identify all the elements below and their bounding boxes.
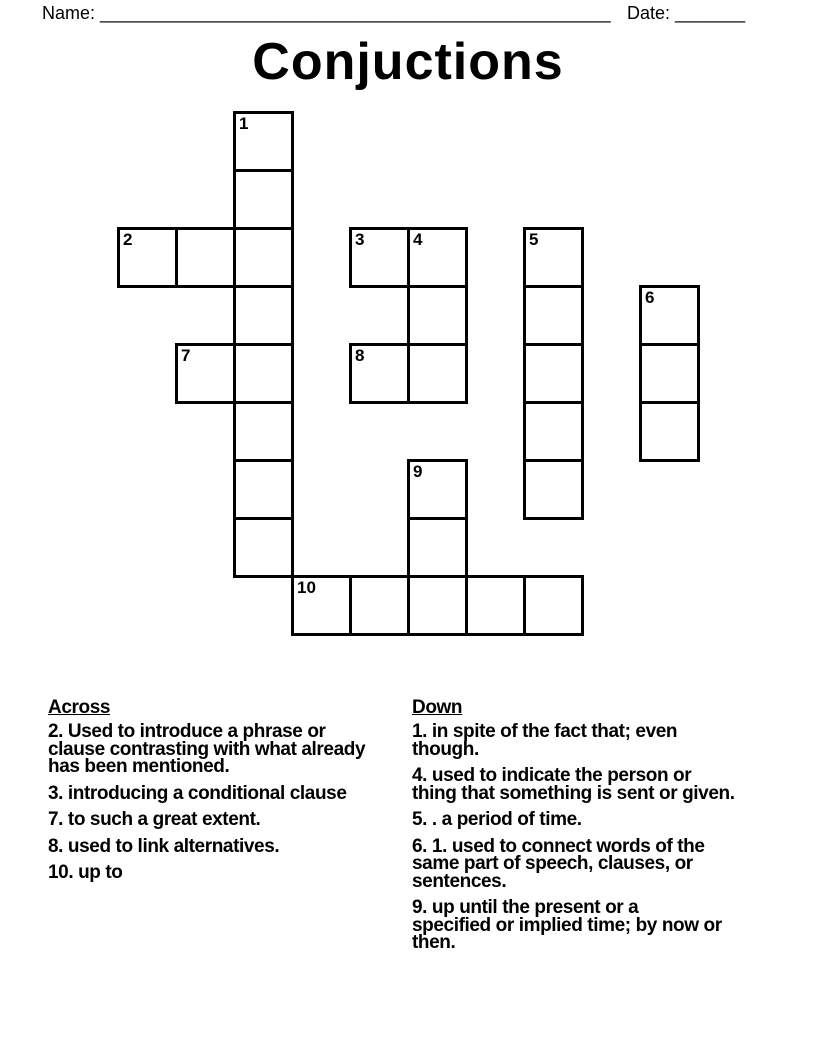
clue-line: 6. 1. used to connect words of the <box>412 835 705 857</box>
grid-cell-r6-c5[interactable] <box>407 459 468 520</box>
cell-number-9: 9 <box>413 462 423 481</box>
clue-line: same part of speech, clauses, or <box>412 853 693 874</box>
grid-cell-r4-c5[interactable] <box>407 343 468 404</box>
clue-line: thing that something is sent or given. <box>412 782 735 804</box>
grid-cell-r1-c2[interactable] <box>233 169 294 230</box>
name-blank-line[interactable]: ___________________________________________________ <box>100 3 611 23</box>
name-field <box>42 3 611 24</box>
clue-line: 7. to such a great extent. <box>48 809 261 830</box>
grid-cell-r8-c3[interactable] <box>291 575 352 636</box>
cell-number-3: 3 <box>355 230 365 249</box>
grid-cell-r4-c4[interactable] <box>349 343 410 404</box>
grid-cell-r6-c7[interactable] <box>523 459 584 520</box>
grid-cell-r2-c1[interactable] <box>175 227 236 288</box>
grid-cell-r7-c5[interactable] <box>407 517 468 578</box>
crossword-grid <box>117 111 700 636</box>
clue-line: 8. used to link alternatives. <box>48 835 280 857</box>
clue-line: 5. . a period of time. <box>412 809 582 830</box>
cell-number-6: 6 <box>645 288 655 307</box>
clue-line: clause contrasting with what already <box>48 738 366 760</box>
clue-line: 10. up to <box>48 862 123 883</box>
clue-across-7 <box>48 811 423 829</box>
clue-line: 3. introducing a conditional clause <box>48 782 347 804</box>
clue-line: 1. in spite of the fact that; even <box>412 721 678 742</box>
clue-down-9 <box>412 899 810 952</box>
clue-down-6 <box>412 835 810 892</box>
clue-line: 2. Used to introduce a phrase or <box>48 721 326 742</box>
grid-cell-r5-c2[interactable] <box>233 401 294 462</box>
grid-cell-r3-c9[interactable] <box>639 285 700 346</box>
across-clues-section <box>48 699 423 891</box>
clue-across-8 <box>48 835 423 857</box>
name-label: Name: <box>42 3 96 23</box>
grid-cell-r2-c5[interactable] <box>407 227 468 288</box>
cell-number-8: 8 <box>355 346 365 365</box>
grid-cell-r5-c7[interactable] <box>523 401 584 462</box>
clue-down-4 <box>412 767 810 802</box>
grid-cell-r4-c2[interactable] <box>233 343 294 404</box>
across-clue-list <box>48 723 423 882</box>
clue-line: sentences. <box>412 870 507 892</box>
grid-cell-r3-c2[interactable] <box>233 285 294 346</box>
clue-across-2 <box>48 723 423 776</box>
clue-line: specified or implied time; by now or <box>412 914 722 936</box>
cell-number-10: 10 <box>297 578 316 597</box>
date-field <box>627 3 745 24</box>
grid-cell-r4-c9[interactable] <box>639 343 700 404</box>
clue-across-10 <box>48 864 423 882</box>
grid-cell-r8-c7[interactable] <box>523 575 584 636</box>
cell-number-7: 7 <box>181 346 191 365</box>
clue-line: 9. up until the present or a <box>412 897 639 918</box>
grid-cell-r8-c4[interactable] <box>349 575 410 636</box>
down-clue-list <box>412 723 810 952</box>
grid-cell-r2-c4[interactable] <box>349 227 410 288</box>
down-clues-section <box>412 699 810 961</box>
down-heading: Down <box>412 697 463 718</box>
cell-number-5: 5 <box>529 230 539 249</box>
grid-cell-r8-c5[interactable] <box>407 575 468 636</box>
clue-line: then. <box>412 932 456 953</box>
clue-across-3 <box>48 782 423 804</box>
clue-line: 4. used to indicate the person or <box>412 765 692 786</box>
grid-cell-r2-c0[interactable] <box>117 227 178 288</box>
cell-number-4: 4 <box>413 230 423 249</box>
grid-cell-r4-c1[interactable] <box>175 343 236 404</box>
grid-cell-r5-c9[interactable] <box>639 401 700 462</box>
clue-line: has been mentioned. <box>48 756 230 777</box>
cell-number-2: 2 <box>123 230 133 249</box>
across-heading: Across <box>48 697 111 718</box>
page-title: Conjuctions <box>252 33 564 91</box>
clue-down-5 <box>412 811 810 829</box>
grid-cell-r3-c5[interactable] <box>407 285 468 346</box>
clue-line: though. <box>412 738 479 760</box>
grid-cell-r3-c7[interactable] <box>523 285 584 346</box>
grid-cell-r8-c6[interactable] <box>465 575 526 636</box>
grid-cell-r2-c2[interactable] <box>233 227 294 288</box>
date-blank-line[interactable]: _______ <box>675 3 746 23</box>
date-label: Date: <box>627 3 671 23</box>
grid-cell-r4-c7[interactable] <box>523 343 584 404</box>
grid-cell-r2-c7[interactable] <box>523 227 584 288</box>
grid-cell-r0-c2[interactable] <box>233 111 294 172</box>
grid-cell-r7-c2[interactable] <box>233 517 294 578</box>
clue-down-1 <box>412 723 810 758</box>
grid-cell-r6-c2[interactable] <box>233 459 294 520</box>
cell-number-1: 1 <box>239 114 249 133</box>
